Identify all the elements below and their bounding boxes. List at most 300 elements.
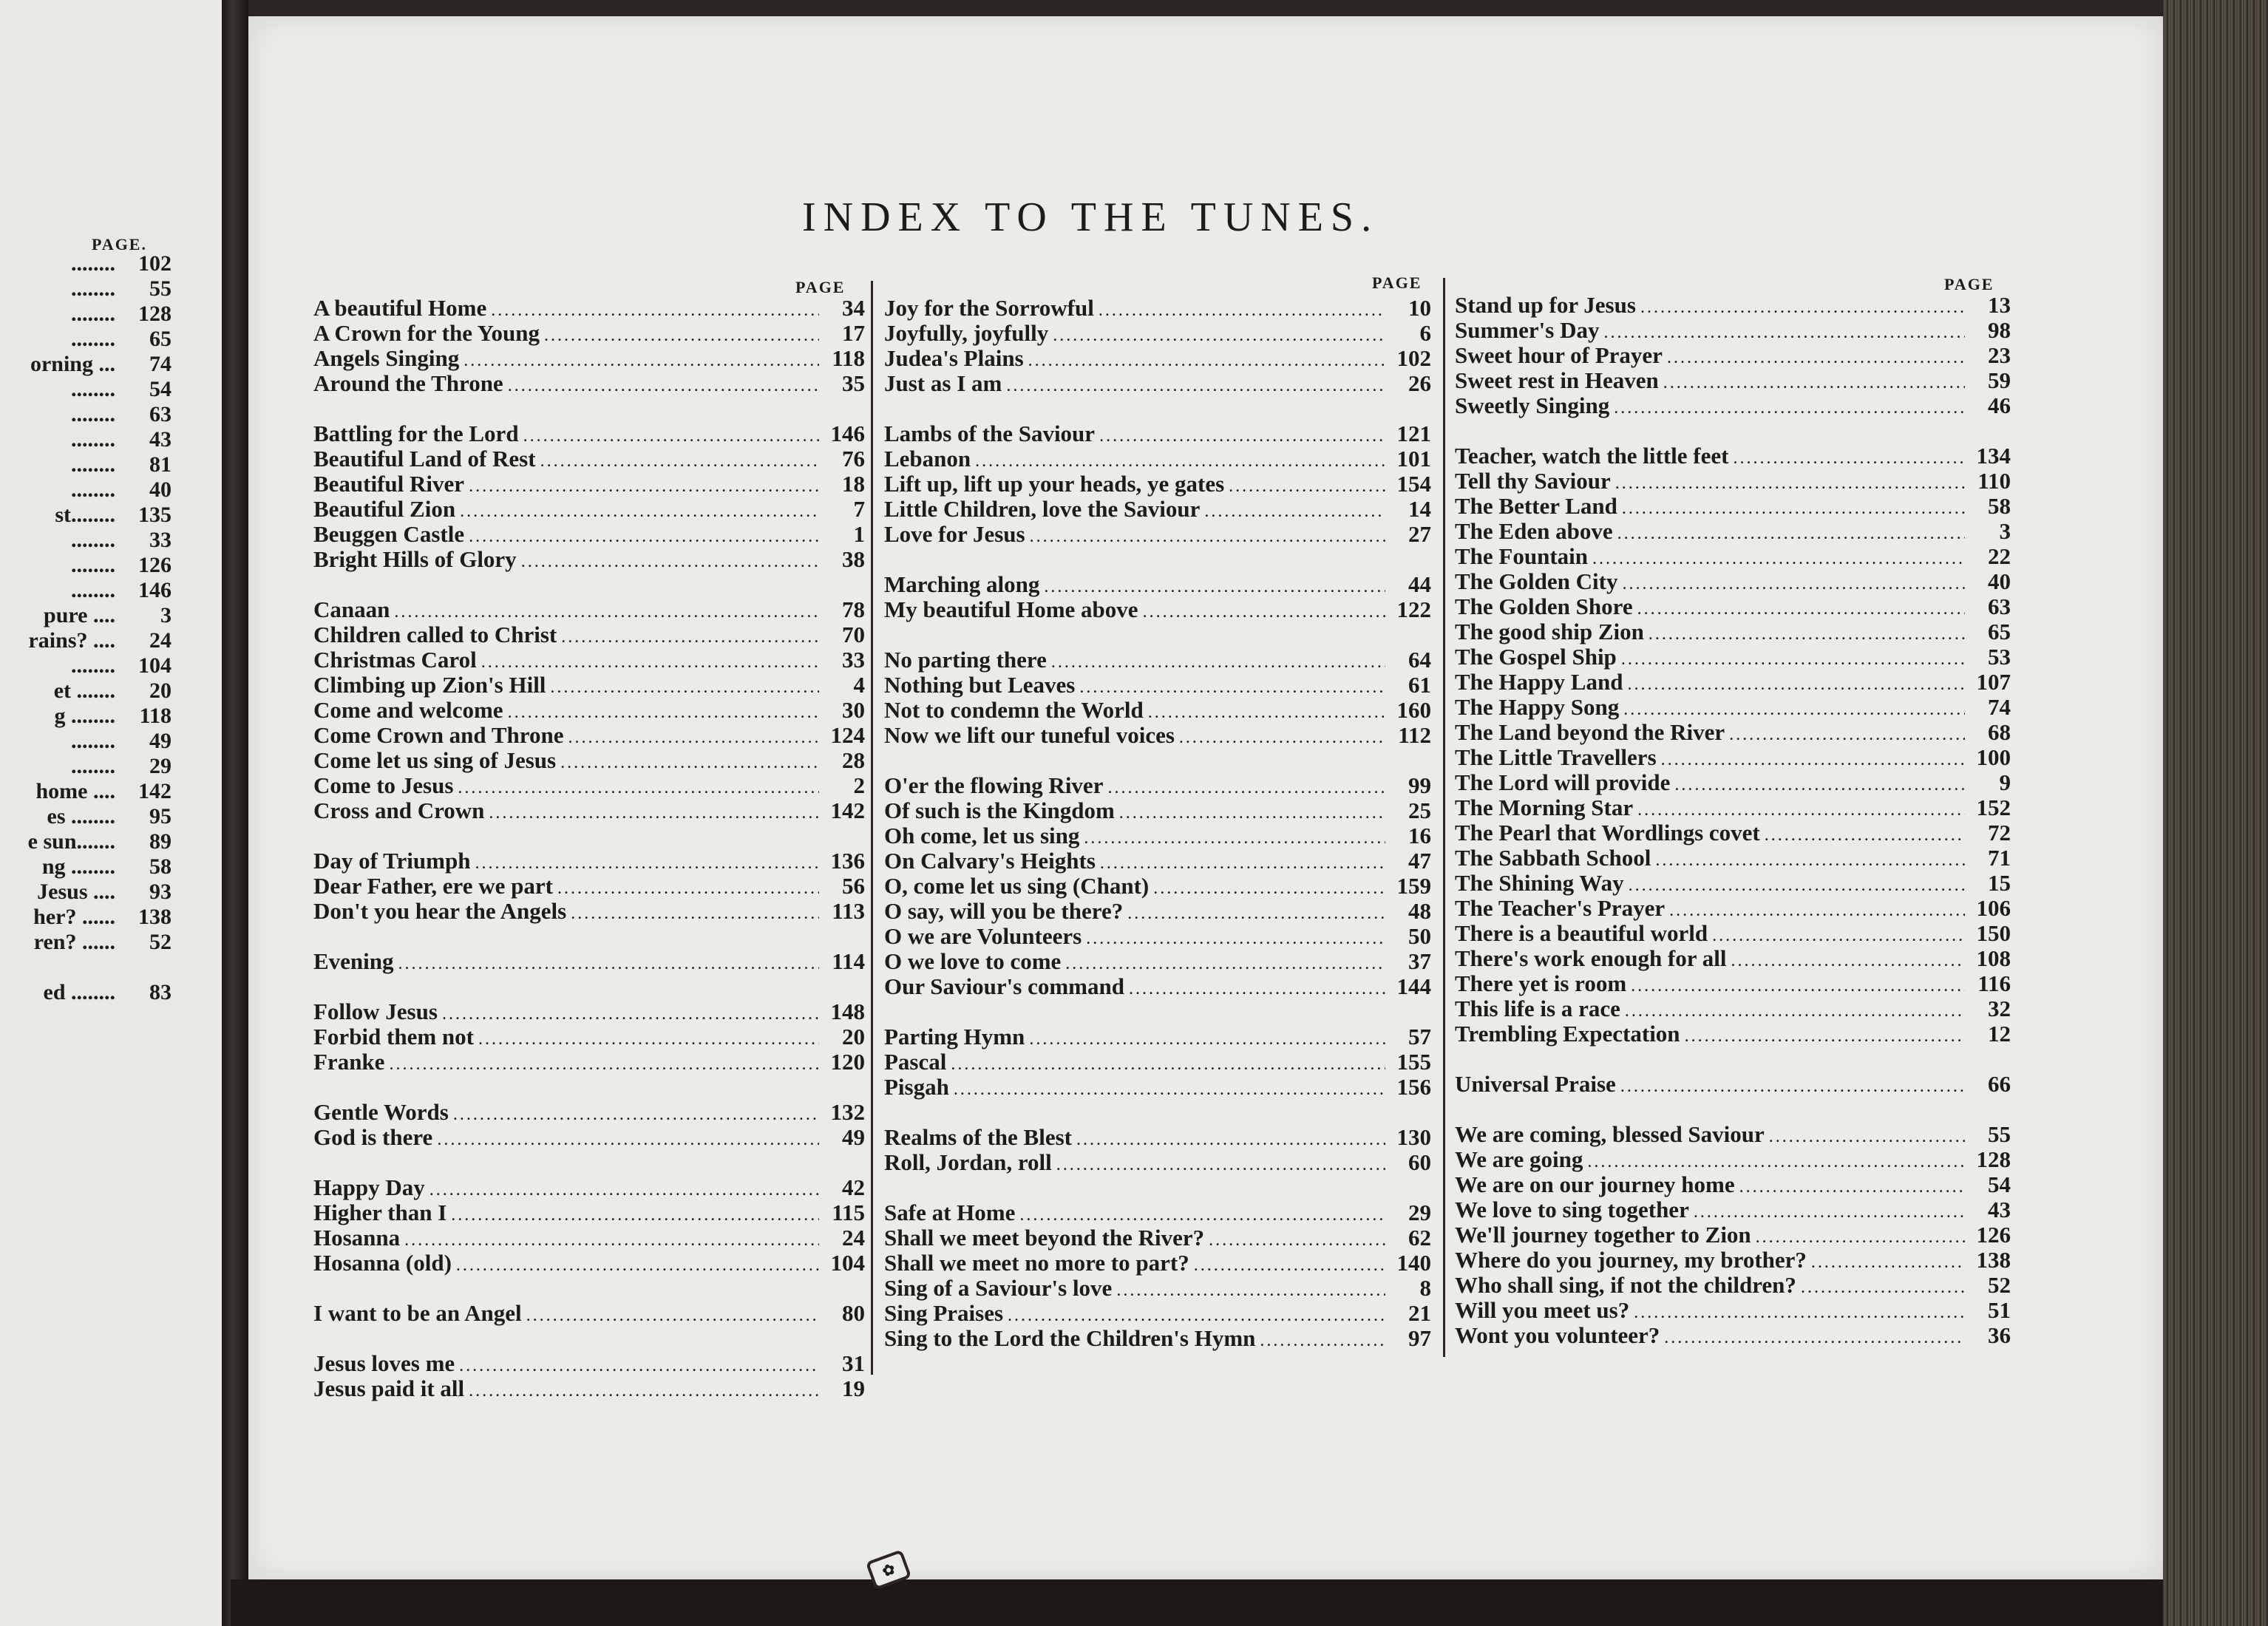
tune-title: The good ship Zion (1455, 619, 1644, 644)
index-entry (1455, 469, 2011, 494)
page-number: 70 (842, 622, 865, 647)
index-entry (884, 974, 1431, 999)
tune-title: No parting there (884, 647, 1047, 673)
left-page-number: 102 (138, 251, 172, 276)
left-index-entry (0, 628, 172, 653)
index-entry (313, 1376, 865, 1401)
tune-title: Where do you journey, my brother? (1455, 1247, 1807, 1273)
dot-leader (1769, 1124, 1965, 1149)
page-number: 34 (842, 295, 865, 321)
page-number: 13 (1988, 292, 2011, 318)
left-tune-fragment: ........ (71, 276, 115, 301)
left-tune-fragment: g ........ (54, 704, 115, 728)
tune-title: Christmas Carol (313, 647, 477, 673)
index-entry (884, 1024, 1431, 1050)
page-number: 118 (832, 345, 865, 371)
left-tune-fragment: ........ (71, 302, 115, 326)
tune-title: Beautiful Land of Rest (313, 446, 536, 472)
page-number: 14 (1408, 496, 1431, 522)
dot-leader (475, 851, 819, 876)
left-tune-fragment: ........ (71, 754, 115, 778)
left-page-number: 95 (149, 804, 172, 829)
left-tune-fragment: ........ (71, 452, 115, 477)
left-index-entry (0, 251, 172, 276)
index-entry (1455, 946, 2011, 971)
page-number: 97 (1408, 1325, 1431, 1351)
index-entry (884, 673, 1431, 698)
entry-gap (313, 1276, 865, 1301)
page-number: 76 (842, 446, 865, 472)
page-number: 68 (1988, 719, 2011, 745)
page-number: 102 (1396, 345, 1431, 371)
column-divider (871, 281, 873, 1375)
tune-title: Our Saviour's command (884, 973, 1124, 999)
page-number: 54 (1988, 1171, 2011, 1197)
page-number: 126 (1976, 1222, 2011, 1248)
left-index-entry (0, 678, 172, 704)
left-tune-fragment: ........ (71, 377, 115, 401)
tune-title: Dear Father, ere we part (313, 873, 553, 899)
left-index-entry (0, 653, 172, 678)
tune-title: Angels Singing (313, 345, 460, 371)
left-tune-fragment: ........ (71, 251, 115, 276)
tune-title: Bright Hills of Glory (313, 546, 517, 572)
tune-title: We'll journey together to Zion (1455, 1222, 1751, 1248)
left-index-entry (0, 553, 172, 578)
page-number: 25 (1408, 797, 1431, 823)
page-number: 21 (1408, 1300, 1431, 1326)
page-number: 144 (1396, 973, 1431, 999)
left-page-number: 54 (149, 377, 172, 401)
tune-title: Sing Praises (884, 1300, 1004, 1326)
left-index-entry (0, 729, 172, 754)
library-stamp-icon: ✿ (866, 1549, 912, 1590)
index-entry (313, 1301, 865, 1326)
index-column-b (884, 296, 1431, 1351)
page-number: 10 (1408, 295, 1431, 321)
page-number: 2 (853, 772, 865, 798)
left-page-number: 89 (149, 829, 172, 854)
left-page-number: 40 (149, 477, 172, 502)
left-index-entry (0, 302, 172, 327)
page-number: 53 (1988, 644, 2011, 670)
tune-title: We love to sing together (1455, 1197, 1689, 1222)
left-index-entry (0, 603, 172, 628)
left-page-number: 24 (149, 628, 172, 653)
index-entry (1455, 896, 2011, 921)
tune-title: Summer's Day (1455, 317, 1600, 343)
index-entry (1455, 720, 2011, 745)
page-number: 99 (1408, 772, 1431, 798)
entry-gap (884, 622, 1431, 647)
left-index-entry (0, 377, 172, 402)
tune-title: The Eden above (1455, 518, 1613, 544)
left-index-entry (0, 955, 172, 980)
index-entry (1455, 695, 2011, 720)
dot-leader (1153, 876, 1385, 901)
tune-title: Sweetly Singing (1455, 392, 1610, 418)
tune-title: Not to condemn the World (884, 697, 1144, 723)
left-page-number: 52 (149, 930, 172, 954)
dot-leader (398, 951, 819, 976)
page-number: 9 (1999, 769, 2011, 795)
dot-leader (1663, 370, 1965, 395)
index-entry (313, 547, 865, 572)
tune-title: Nothing but Leaves (884, 672, 1076, 698)
page-number: 56 (842, 873, 865, 899)
tune-title: Around the Throne (313, 370, 503, 396)
tune-title: A Crown for the Young (313, 320, 540, 346)
tune-title: The Happy Land (1455, 669, 1623, 695)
index-entry (1455, 393, 2011, 418)
left-tune-fragment: ........ (71, 729, 115, 753)
tune-title: Stand up for Jesus (1455, 292, 1636, 318)
index-entry (1455, 971, 2011, 996)
index-entry (313, 472, 865, 497)
index-entry (313, 346, 865, 371)
page-number: 8 (1419, 1275, 1431, 1301)
left-page-number: 104 (138, 653, 172, 678)
dot-leader (1631, 973, 1965, 999)
index-entry (313, 1100, 865, 1125)
tune-title: A beautiful Home (313, 295, 487, 321)
tune-title: Lift up, lift up your heads, ye gates (884, 471, 1225, 497)
tune-title: The Land beyond the River (1455, 719, 1725, 745)
tune-title: The Golden City (1455, 568, 1618, 594)
page-number: 43 (1988, 1197, 2011, 1222)
left-page-number: 63 (149, 402, 172, 426)
dot-leader (1260, 1328, 1385, 1353)
dot-leader (526, 1303, 819, 1328)
left-page-number: 142 (138, 779, 172, 803)
index-entry (884, 371, 1431, 396)
index-entry (313, 421, 865, 446)
page-number: 46 (1988, 392, 2011, 418)
dot-leader (1623, 697, 1965, 722)
dot-leader (1028, 348, 1385, 373)
tune-title: The Better Land (1455, 493, 1617, 519)
dot-leader (568, 725, 819, 750)
page-number: 104 (830, 1250, 865, 1276)
dot-leader (1664, 1325, 1965, 1350)
page-number: 156 (1396, 1074, 1431, 1100)
index-entry (1455, 1197, 2011, 1222)
index-entry (313, 848, 865, 874)
index-entry (884, 1125, 1431, 1150)
dot-leader (557, 876, 819, 901)
tune-title: There yet is room (1455, 970, 1627, 996)
dot-leader (389, 1052, 819, 1077)
tune-title: Shall we meet beyond the River? (884, 1225, 1205, 1251)
dot-leader (508, 373, 819, 398)
dot-leader (458, 775, 819, 800)
page-number: 3 (1999, 518, 2011, 544)
page-number: 42 (842, 1174, 865, 1200)
tune-title: Teacher, watch the little feet (1455, 443, 1729, 469)
column-a-page-header: PAGE (795, 278, 846, 296)
dot-leader (1053, 323, 1385, 348)
dot-leader (437, 1127, 819, 1152)
page-number: 4 (853, 672, 865, 698)
tune-title: Beautiful River (313, 471, 465, 497)
index-entry (313, 321, 865, 346)
index-entry (313, 1200, 865, 1225)
page-number: 78 (842, 596, 865, 622)
dot-leader (1615, 471, 1965, 496)
index-entry (313, 1225, 865, 1251)
dot-leader (1765, 823, 1965, 848)
tune-title: Come Crown and Throne (313, 722, 564, 748)
index-entry (313, 773, 865, 798)
tune-title: God is there (313, 1124, 433, 1150)
index-entry (884, 848, 1431, 874)
dot-leader (1811, 1250, 1965, 1275)
page-number: 128 (1976, 1146, 2011, 1172)
dot-leader (1044, 574, 1385, 599)
page-number: 61 (1408, 672, 1431, 698)
left-tune-fragment: ........ (71, 578, 115, 602)
left-page-number: 126 (138, 553, 172, 577)
page-number: 19 (842, 1375, 865, 1401)
page-number: 136 (830, 848, 865, 874)
page-number: 132 (830, 1099, 865, 1125)
index-entry (313, 698, 865, 723)
tune-title: Canaan (313, 596, 390, 622)
book-gutter (222, 0, 248, 1626)
tune-title: The Pearl that Wordlings covet (1455, 820, 1760, 846)
index-entry (1455, 293, 2011, 318)
page-number: 72 (1988, 820, 2011, 846)
page-number: 130 (1396, 1124, 1431, 1150)
page-number: 155 (1396, 1049, 1431, 1075)
left-index-entry (0, 327, 172, 352)
index-entry (1455, 1248, 2011, 1273)
left-page-number: 146 (138, 578, 172, 602)
dot-leader (975, 449, 1385, 474)
tune-title: Franke (313, 1049, 385, 1075)
tune-title: Forbid them not (313, 1024, 474, 1050)
entry-gap (1455, 418, 2011, 443)
dot-leader (1587, 1149, 1965, 1174)
index-entry (313, 647, 865, 673)
tune-title: Oh come, let us sing (884, 823, 1080, 848)
dot-leader (1622, 496, 1965, 521)
tune-title: Will you meet us? (1455, 1297, 1630, 1323)
page-number: 16 (1408, 823, 1431, 848)
tune-title: Sweet hour of Prayer (1455, 342, 1663, 368)
left-tune-fragment: st........ (55, 503, 115, 527)
index-entry (884, 1150, 1431, 1175)
tune-title: Cross and Crown (313, 797, 485, 823)
page-number: 20 (842, 1024, 865, 1050)
index-entry (313, 522, 865, 547)
dot-leader (1620, 1074, 1965, 1099)
tune-title: O we are Volunteers (884, 923, 1082, 949)
left-tune-fragment: ed ........ (43, 980, 115, 1004)
index-entry (313, 999, 865, 1024)
tune-title: There's work enough for all (1455, 945, 1727, 971)
index-entry (1455, 1172, 2011, 1197)
tune-title: Don't you hear the Angels (313, 898, 567, 924)
page-number: 64 (1408, 647, 1431, 673)
dot-leader (1667, 345, 1965, 370)
tune-title: Of such is the Kingdom (884, 797, 1115, 823)
page-number: 29 (1408, 1200, 1431, 1225)
left-tune-fragment: pure .... (44, 603, 115, 627)
dot-leader (1051, 650, 1385, 675)
left-index-entry (0, 880, 172, 905)
left-page-number: 33 (149, 528, 172, 552)
left-page-number: 49 (149, 729, 172, 753)
dot-leader (1084, 826, 1385, 851)
index-entry (884, 1301, 1431, 1326)
tune-title: Hosanna (old) (313, 1250, 452, 1276)
left-page-number: 43 (149, 427, 172, 452)
left-index-entry (0, 276, 172, 302)
index-entry (884, 296, 1431, 321)
index-entry (884, 446, 1431, 472)
dot-leader (456, 1253, 819, 1278)
tune-title: Trembling Expectation (1455, 1021, 1680, 1047)
index-entry (1455, 443, 2011, 469)
index-entry (1455, 871, 2011, 896)
dot-leader (1030, 524, 1385, 549)
tune-title: Safe at Home (884, 1200, 1016, 1225)
page-number: 33 (842, 647, 865, 673)
tune-title: Beautiful Zion (313, 496, 456, 522)
tune-title: This life is a race (1455, 996, 1620, 1021)
page-number: 49 (842, 1124, 865, 1150)
left-index-entry (0, 930, 172, 955)
index-entry (1455, 368, 2011, 393)
tune-title: Hosanna (313, 1225, 401, 1251)
left-index-entry (0, 804, 172, 829)
dot-leader (1127, 901, 1385, 926)
tune-title: Come let us sing of Jesus (313, 747, 557, 773)
index-entry (884, 497, 1431, 522)
page-number: 142 (830, 797, 865, 823)
page-number: 23 (1988, 342, 2011, 368)
dot-leader (1739, 1174, 1965, 1200)
page-number: 65 (1988, 619, 2011, 644)
index-entry (884, 1050, 1431, 1075)
page-number: 152 (1976, 795, 2011, 820)
column-divider (1443, 278, 1445, 1357)
tune-title: The Little Travellers (1455, 744, 1657, 770)
page-number: 38 (842, 546, 865, 572)
index-entry (313, 723, 865, 748)
tune-title: Joyfully, joyfully (884, 320, 1049, 346)
index-entry (1455, 1298, 2011, 1323)
page-number: 52 (1988, 1272, 2011, 1298)
left-tune-fragment: ........ (71, 327, 115, 351)
index-entry (313, 1251, 865, 1276)
left-page-number: 55 (149, 276, 172, 301)
dot-leader (1661, 747, 1965, 772)
page-number: 71 (1988, 845, 2011, 871)
tune-title: Come and welcome (313, 697, 503, 723)
page-number: 28 (842, 747, 865, 773)
page-number: 47 (1408, 848, 1431, 874)
page-number: 60 (1408, 1149, 1431, 1175)
index-entry (1455, 594, 2011, 619)
dot-leader (550, 675, 819, 700)
tune-title: Sweet rest in Heaven (1455, 367, 1659, 393)
tune-title: The Gospel Ship (1455, 644, 1617, 670)
index-entry (884, 1200, 1431, 1225)
page-number: 108 (1976, 945, 2011, 971)
index-entry (313, 798, 865, 823)
left-tune-fragment: orning ... (30, 352, 115, 376)
index-entry (1455, 1122, 2011, 1147)
page-number: 40 (1988, 568, 2011, 594)
index-entry (884, 572, 1431, 597)
entry-gap (884, 1100, 1431, 1125)
page-number: 17 (842, 320, 865, 346)
dot-leader (1129, 976, 1385, 1001)
left-tune-fragment: rains? .... (28, 628, 115, 653)
dot-leader (1229, 474, 1385, 499)
tune-title: Sing of a Saviour's love (884, 1275, 1113, 1301)
page-number: 134 (1976, 443, 2011, 469)
dot-leader (459, 1353, 819, 1378)
left-tune-fragment: ng ........ (41, 854, 115, 879)
tune-title: The Teacher's Prayer (1455, 895, 1666, 921)
left-tune-fragment: e sun....... (27, 829, 115, 854)
index-entry (1455, 770, 2011, 795)
entry-gap (313, 924, 865, 949)
entry-gap (313, 974, 865, 999)
dot-leader (1194, 1253, 1385, 1278)
page-number: 146 (830, 421, 865, 446)
index-entry (884, 698, 1431, 723)
tune-title: There is a beautiful world (1455, 920, 1708, 946)
tune-title: Universal Praise (1455, 1071, 1616, 1097)
page-number: 112 (1398, 722, 1431, 748)
page-number: 124 (830, 722, 865, 748)
dot-leader (1694, 1200, 1965, 1225)
tune-title: We are going (1455, 1146, 1583, 1172)
dot-leader (1008, 1303, 1385, 1328)
page-number: 15 (1988, 870, 2011, 896)
dot-leader (1119, 800, 1385, 826)
tune-title: Just as I am (884, 370, 1002, 396)
page-number: 37 (1408, 948, 1431, 974)
tune-title: The Sabbath School (1455, 845, 1651, 871)
page-number: 7 (853, 496, 865, 522)
dot-leader (394, 599, 819, 625)
dot-leader (1617, 521, 1965, 546)
tune-title: O, come let us sing (Chant) (884, 873, 1150, 899)
index-entry (884, 823, 1431, 848)
entry-gap (313, 1075, 865, 1100)
column-c-page-header: PAGE (1944, 275, 1994, 293)
page-number: 74 (1988, 694, 2011, 720)
left-index-entry (0, 503, 172, 528)
tune-title: Jesus paid it all (313, 1375, 465, 1401)
entry-gap (884, 999, 1431, 1024)
tune-title: Parting Hymn (884, 1024, 1025, 1050)
index-entry (1455, 1021, 2011, 1047)
dot-leader (1801, 1275, 1965, 1300)
index-entry (884, 421, 1431, 446)
index-entry (313, 748, 865, 773)
index-entry (1455, 1147, 2011, 1172)
dot-leader (1099, 423, 1385, 449)
left-page (0, 0, 231, 1626)
entry-gap (1455, 1097, 2011, 1122)
dot-leader (1627, 672, 1965, 697)
